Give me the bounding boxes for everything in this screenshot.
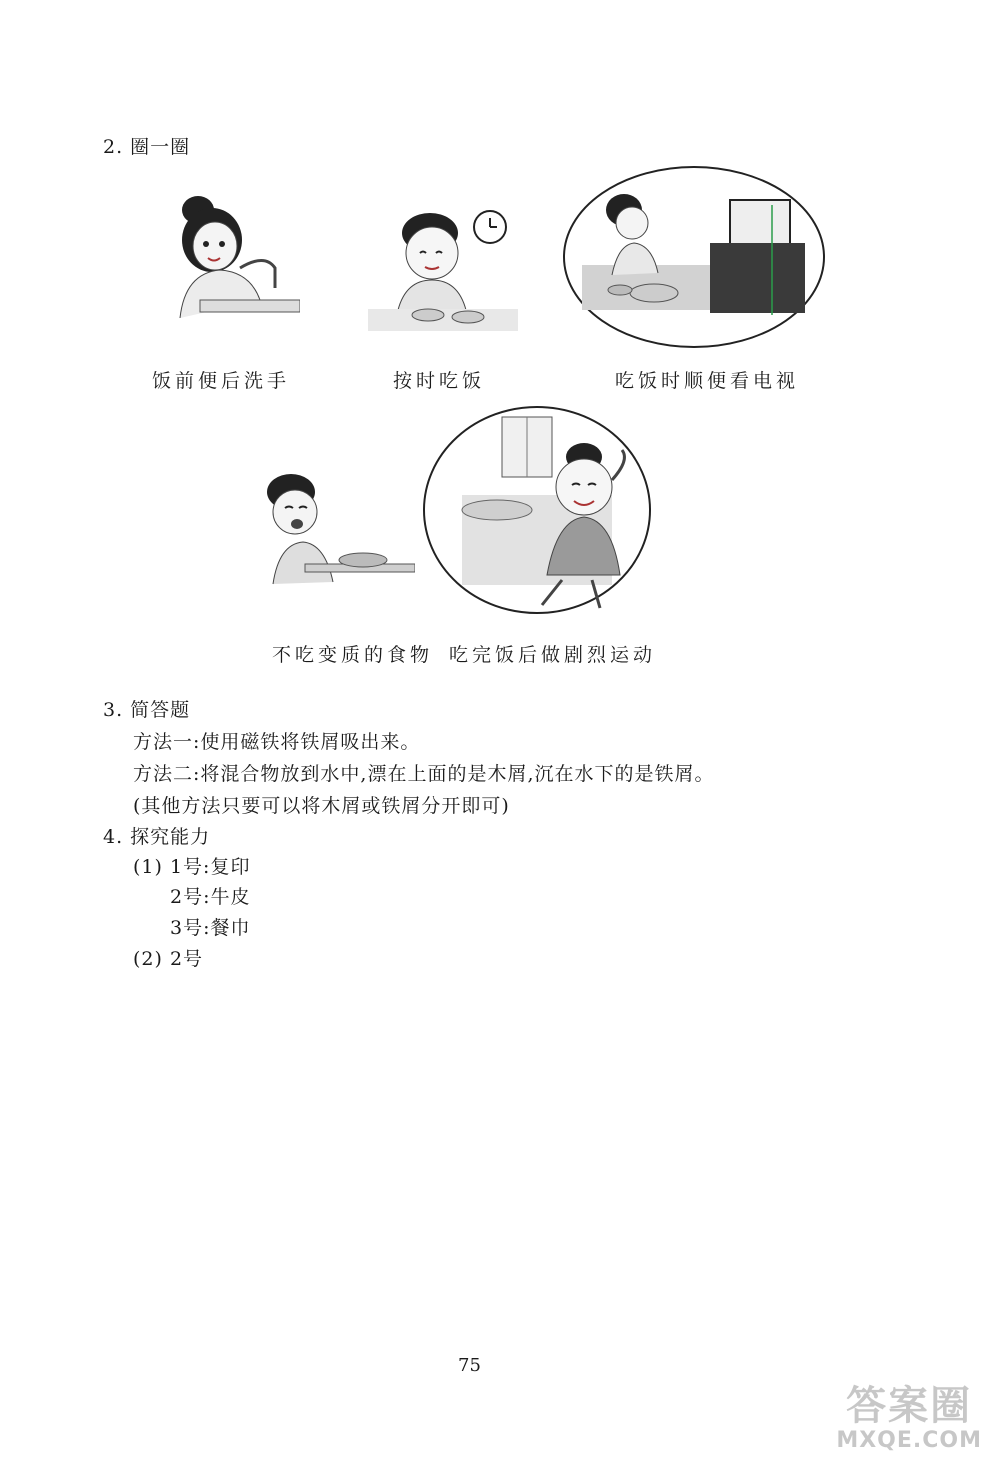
eating-on-time-illustration	[368, 205, 518, 335]
caption-eat-on-time: 按时吃饭	[393, 370, 486, 392]
caption-spoiled-food: 不吃变质的食物	[272, 644, 434, 666]
eating-while-watching-tv-illustration	[562, 165, 827, 350]
caption-watch-tv-while-eating: 吃饭时顺便看电视	[615, 370, 800, 392]
answer-line: (1) 1号:复印	[133, 856, 251, 878]
exercise-after-meal-illustration	[422, 405, 652, 615]
answer-line: 2号:牛皮	[170, 886, 251, 908]
question-3-title: 3. 简答题	[103, 699, 191, 721]
caption-exercise-after-meal: 吃完饭后做剧烈运动	[449, 644, 657, 666]
answer-line: (其他方法只要可以将木屑或铁屑分开即可)	[133, 795, 510, 817]
spoiled-food-illustration	[255, 468, 415, 586]
answer-line: 方法二:将混合物放到水中,漂在上面的是木屑,沉在水下的是铁屑。	[133, 763, 715, 785]
hand-washing-illustration	[160, 188, 300, 328]
answer-line: 方法一:使用磁铁将铁屑吸出来。	[133, 731, 421, 753]
question-2-title: 2. 圈一圈	[103, 136, 191, 158]
answer-line: 3号:餐巾	[170, 917, 251, 939]
answer-line: (2) 2号	[133, 948, 204, 970]
question-4-title: 4. 探究能力	[103, 826, 211, 848]
caption-wash-hands: 饭前便后洗手	[152, 370, 291, 392]
watermark-logo	[836, 1384, 982, 1453]
watermark-url: MXQE.COM	[836, 1428, 982, 1453]
page-number: 75	[458, 1355, 481, 1376]
watermark-text: 答案圈	[846, 1383, 973, 1429]
